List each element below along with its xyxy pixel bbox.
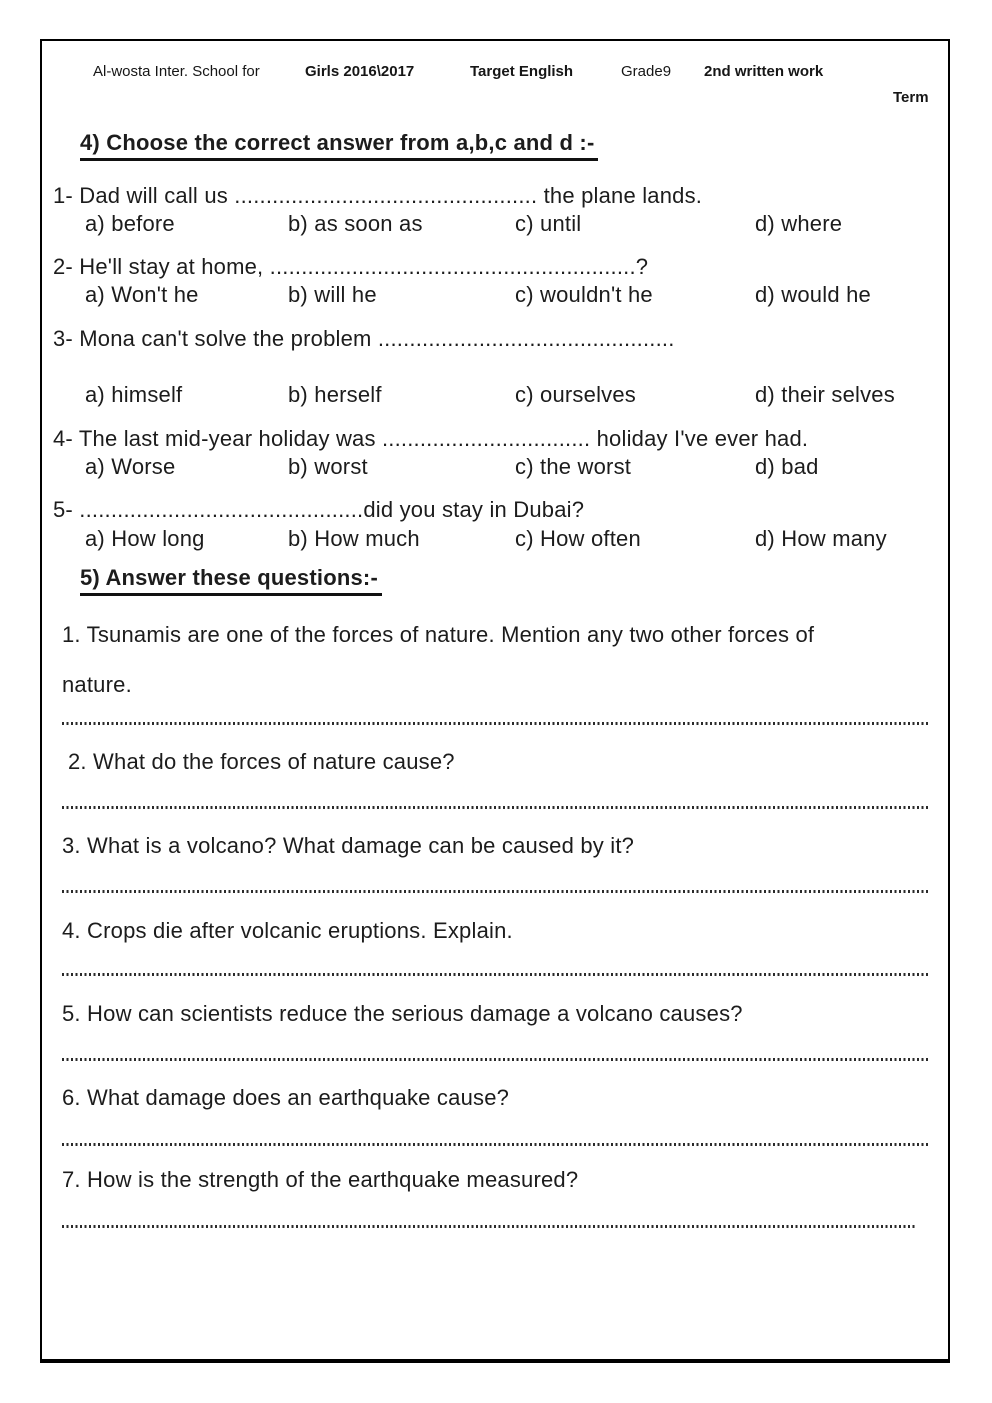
mcq-option: d) would he bbox=[755, 282, 871, 307]
answer-blank-line bbox=[62, 1143, 930, 1146]
mcq-option: b) will he bbox=[288, 282, 377, 307]
header-group-year: Girls 2016\2017 bbox=[305, 63, 415, 80]
answer-blank-line bbox=[62, 1058, 930, 1061]
mcq-option: c) ourselves bbox=[515, 382, 636, 407]
mcq-options-1 bbox=[85, 211, 955, 237]
mcq-option: d) their selves bbox=[755, 382, 895, 407]
mcq-option: c) wouldn't he bbox=[515, 282, 653, 307]
mcq-option: a) himself bbox=[85, 382, 183, 407]
header-school-name: Al-wosta Inter. School for bbox=[93, 63, 260, 80]
answer-blank-line bbox=[62, 806, 930, 809]
header-term-label: Term bbox=[893, 89, 929, 106]
mcq-option: d) bad bbox=[755, 454, 819, 479]
answer-question-6: 6. What damage does an earthquake cause? bbox=[62, 1085, 510, 1110]
mcq-option: a) before bbox=[85, 211, 175, 236]
header-subject: Target English bbox=[470, 63, 574, 80]
mcq-question-5: 5- .............................................did you stay in Dubai? bbox=[53, 497, 585, 522]
mcq-option: d) How many bbox=[755, 526, 887, 551]
mcq-question-4: 4- The last mid-year holiday was ................................. holiday I've ever had. bbox=[53, 426, 809, 451]
mcq-question-3: 3- Mona can't solve the problem ............................................... bbox=[53, 326, 675, 351]
mcq-options-5 bbox=[85, 526, 955, 552]
answer-blank-line bbox=[62, 973, 930, 976]
mcq-question-1: 1- Dad will call us ................................................ the plane lands. bbox=[53, 183, 703, 208]
answer-question-5: 5. How can scientists reduce the serious damage a volcano causes? bbox=[62, 1001, 743, 1026]
answer-blank-line bbox=[62, 722, 930, 725]
answer-question-7: 7. How is the strength of the earthquake measured? bbox=[62, 1167, 579, 1192]
answer-blank-line bbox=[62, 1225, 917, 1228]
answer-question-4: 4. Crops die after volcanic eruptions. Explain. bbox=[62, 918, 513, 943]
mcq-option: b) worst bbox=[288, 454, 368, 479]
mcq-option: b) as soon as bbox=[288, 211, 423, 236]
mcq-option: c) the worst bbox=[515, 454, 632, 479]
section5-heading: 5) Answer these questions:- bbox=[80, 565, 382, 596]
answer-question-1-line2: nature. bbox=[62, 672, 132, 697]
mcq-option: c) How often bbox=[515, 526, 641, 551]
header-grade: Grade9 bbox=[621, 63, 672, 80]
mcq-options-2 bbox=[85, 282, 955, 308]
mcq-option: d) where bbox=[755, 211, 843, 236]
mcq-option: c) until bbox=[515, 211, 582, 236]
header-work-title: 2nd written work bbox=[704, 63, 824, 80]
mcq-option: a) Won't he bbox=[85, 282, 199, 307]
mcq-option: a) Worse bbox=[85, 454, 176, 479]
mcq-option: b) herself bbox=[288, 382, 382, 407]
answer-question-3: 3. What is a volcano? What damage can be caused by it? bbox=[62, 833, 635, 858]
mcq-question-2: 2- He'll stay at home, ..........................................................? bbox=[53, 254, 649, 279]
answer-question-2: 2. What do the forces of nature cause? bbox=[68, 749, 455, 774]
mcq-option: b) How much bbox=[288, 526, 420, 551]
mcq-options-4 bbox=[85, 454, 955, 480]
mcq-option: a) How long bbox=[85, 526, 205, 551]
mcq-options-3 bbox=[85, 382, 955, 408]
page-border bbox=[40, 39, 950, 1363]
answer-question-1-line1: 1. Tsunamis are one of the forces of nature. Mention any two other forces of bbox=[62, 622, 815, 647]
answer-blank-line bbox=[62, 890, 930, 893]
section4-heading: 4) Choose the correct answer from a,b,c and d :- bbox=[80, 130, 598, 161]
